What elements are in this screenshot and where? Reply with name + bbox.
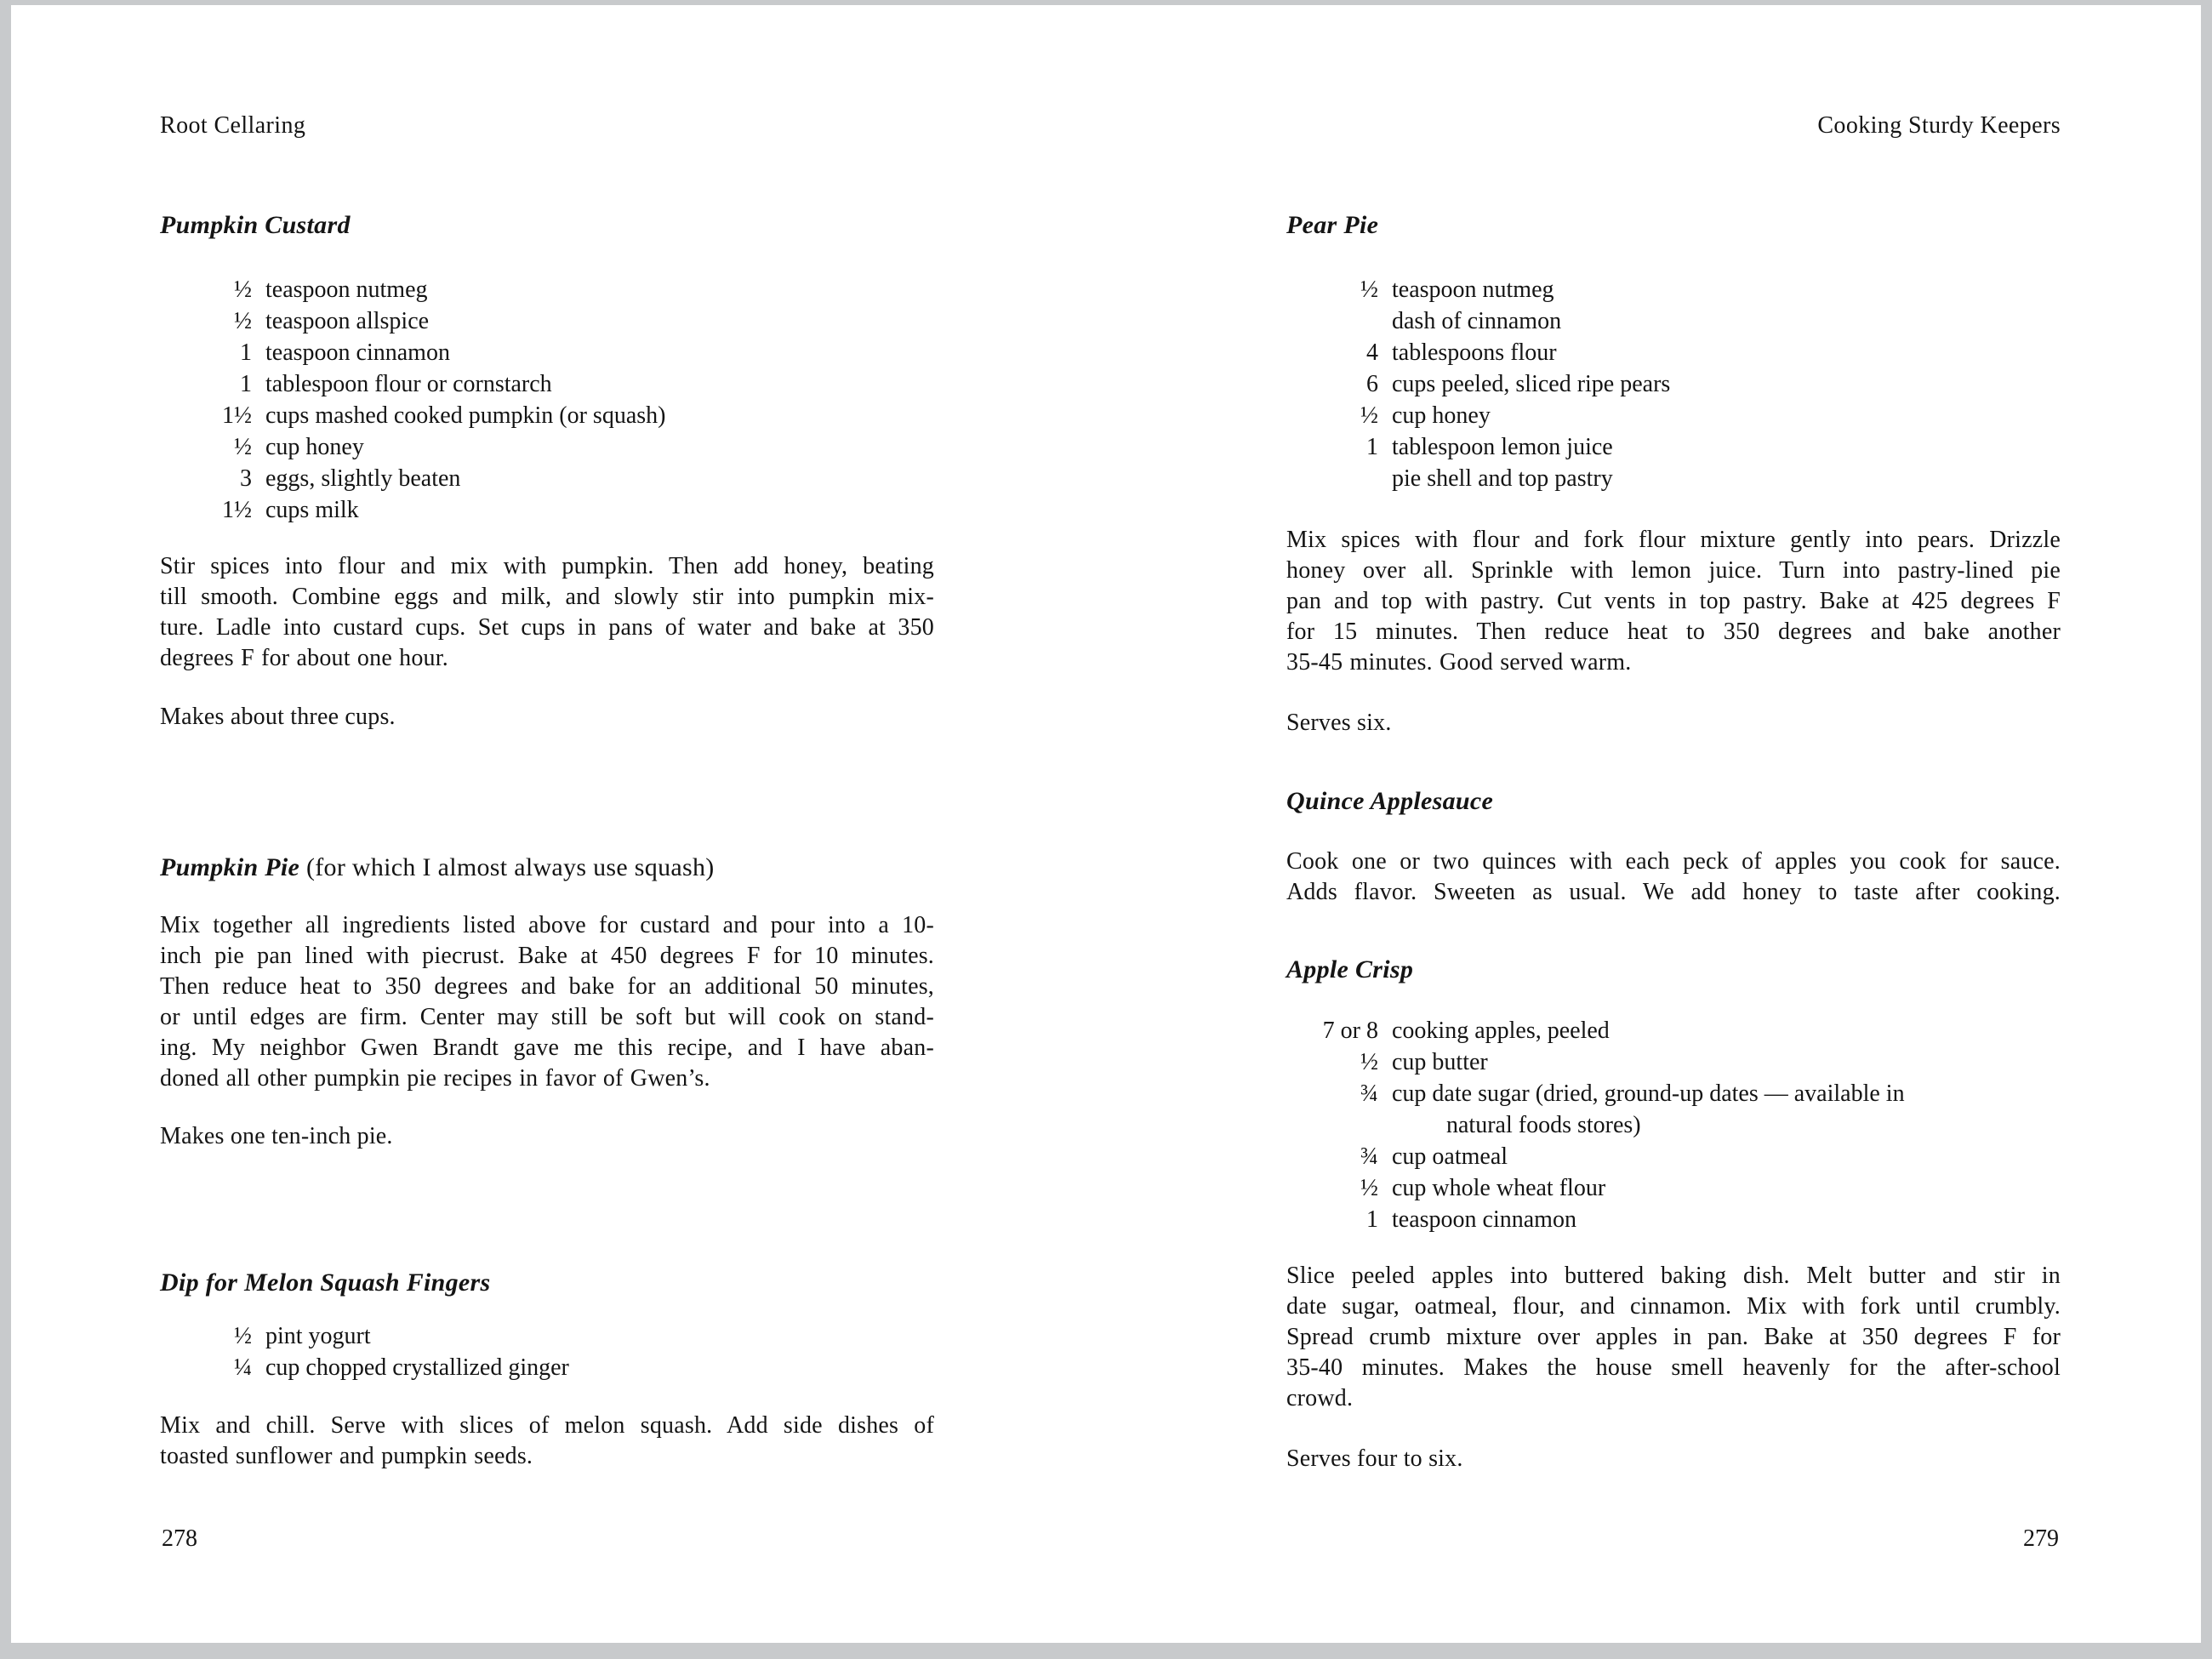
ingredient-quantity: 1 [240, 371, 252, 397]
ingredient-quantity: ½ [234, 1323, 252, 1349]
recipe-title-pear-pie: Pear Pie [1286, 211, 1379, 239]
text-line: doned all other pumpkin pie recipes in favor of Gwen’s. [160, 1065, 710, 1092]
ingredient-row [160, 337, 934, 368]
ingredient-text: tablespoons flour [1392, 339, 1557, 366]
ingredient-text-continued: natural foods stores) [1446, 1112, 1641, 1138]
ingredient-row [160, 368, 934, 400]
ingredient-text: dash of cinnamon [1392, 308, 1562, 334]
ingredient-row [1286, 463, 2061, 494]
ingredient-row [1286, 368, 2061, 400]
ingredient-list-dip [160, 1320, 934, 1383]
text-line: degrees F for about one hour. [160, 645, 448, 671]
ingredient-quantity: ½ [1360, 1175, 1378, 1201]
recipe-title-quince-applesauce: Quince Applesauce [1286, 787, 1494, 815]
ingredient-quantity: 1 [1366, 1206, 1378, 1233]
method-pumpkin-custard [160, 551, 934, 674]
ingredient-text: cup honey [265, 434, 364, 460]
text-line: 35-45 minutes. Good served warm. [1286, 649, 1632, 676]
ingredient-quantity: 1½ [222, 497, 252, 523]
ingredient-row [160, 1320, 934, 1352]
ingredient-text: teaspoon nutmeg [1392, 276, 1554, 303]
ingredient-text: tablespoon flour or cornstarch [265, 371, 552, 397]
ingredient-quantity: ¾ [1360, 1080, 1378, 1107]
ingredient-row [1286, 274, 2061, 305]
method-pear-pie [1286, 525, 2061, 678]
text-line: for 15 minutes. Then reduce heat to 350 degrees and bake another [1286, 619, 2061, 645]
text-line: Slice peeled apples into buttered baking dish. Melt butter and stir in [1286, 1263, 2061, 1289]
ingredient-row [1286, 400, 2061, 431]
text-line: Spread crumb mixture over apples in pan. Bake at 350 degrees F for [1286, 1324, 2061, 1350]
ingredient-quantity: ½ [1360, 276, 1378, 303]
ingredient-text: pint yogurt [265, 1323, 371, 1349]
ingredient-quantity: 1 [240, 339, 252, 366]
text-line: Stir spices into flour and mix with pumpkin. Then add honey, beating [160, 553, 934, 579]
ingredient-text: cup chopped crystallized ginger [265, 1354, 569, 1381]
ingredient-quantity: ½ [234, 308, 252, 334]
ingredient-row [160, 1352, 934, 1383]
text-line: 35-40 minutes. Makes the house smell heavenly for the after-school [1286, 1354, 2061, 1381]
ingredient-quantity: ½ [1360, 402, 1378, 429]
recipe-title-pumpkin-custard: Pumpkin Custard [160, 211, 351, 239]
ingredient-quantity: ¼ [234, 1354, 252, 1381]
ingredient-quantity: 1½ [222, 402, 252, 429]
text-line: Adds flavor. Sweeten as usual. We add honey to taste after cooking. [1286, 879, 2061, 905]
recipe-title-apple-crisp: Apple Crisp [1286, 955, 1414, 983]
recipe-title-note: (for which I almost always use squash) [299, 853, 715, 881]
text-line: honey over all. Sprinkle with lemon juice. Turn into pastry-lined pie [1286, 557, 2061, 584]
ingredient-quantity [1286, 305, 1378, 337]
ingredient-row [1286, 305, 2061, 337]
ingredient-row [1286, 1046, 2061, 1078]
text-line: pan and top with pastry. Cut vents in top pastry. Bake at 425 degrees F [1286, 588, 2061, 614]
ingredient-row [1286, 1141, 2061, 1172]
ingredient-quantity: ¾ [1360, 1143, 1378, 1170]
ingredient-text: teaspoon cinnamon [265, 339, 450, 366]
ingredient-text: cups peeled, sliced ripe pears [1392, 371, 1671, 397]
text-line: Then reduce heat to 350 degrees and bake for an additional 50 minutes, [160, 973, 934, 1000]
ingredient-row [160, 494, 934, 526]
ingredient-text: cooking apples, peeled [1392, 1018, 1610, 1044]
ingredient-text: cups mashed cooked pumpkin (or squash) [265, 402, 666, 429]
text-line: till smooth. Combine eggs and milk, and slowly stir into pumpkin mix- [160, 584, 934, 610]
ingredient-text: cup oatmeal [1392, 1143, 1508, 1170]
text-line: Mix and chill. Serve with slices of melon squash. Add side dishes of [160, 1412, 934, 1439]
ingredient-row [1286, 1172, 2061, 1204]
ingredient-text: cup honey [1392, 402, 1491, 429]
ingredient-text: cup whole wheat flour [1392, 1175, 1606, 1201]
running-head-right: Cooking Sturdy Keepers [1817, 112, 2061, 139]
text-line: crowd. [1286, 1385, 1354, 1411]
text-line: Cook one or two quinces with each peck of apples you cook for sauce. [1286, 848, 2061, 875]
text-line: or until edges are firm. Center may still be soft but will cook on stand- [160, 1004, 934, 1030]
ingredient-text: teaspoon allspice [265, 308, 430, 334]
text-line: toasted sunflower and pumpkin seeds. [160, 1443, 533, 1469]
ingredient-text: teaspoon cinnamon [1392, 1206, 1576, 1233]
ingredient-row [160, 463, 934, 494]
ingredient-row [160, 274, 934, 305]
ingredient-quantity: 1 [1366, 434, 1378, 460]
text-line: inch pie pan lined with piecrust. Bake at 450 degrees F for 10 minutes. [160, 943, 934, 969]
recipe-title-dip-for-melon-squash-fingers: Dip for Melon Squash Fingers [160, 1268, 491, 1297]
page-number-right: 279 [2023, 1525, 2059, 1552]
yield-pear-pie: Serves six. [1286, 710, 1392, 736]
yield-pumpkin-custard: Makes about three cups. [160, 704, 396, 730]
left-page-column [160, 111, 934, 1472]
text-line: date sugar, oatmeal, flour, and cinnamon. Mix with fork until crumbly. [1286, 1293, 2061, 1320]
ingredient-list-pumpkin-custard [160, 274, 934, 526]
ingredient-text: eggs, slightly beaten [265, 465, 461, 492]
ingredient-text: teaspoon nutmeg [265, 276, 428, 303]
ingredient-list-apple-crisp [1286, 1015, 2061, 1235]
ingredient-quantity: 7 or 8 [1322, 1018, 1378, 1044]
ingredient-text: cup date sugar (dried, ground-up dates — available in natural foods stores) [1378, 1078, 1905, 1141]
ingredient-row [160, 400, 934, 431]
text-line: ture. Ladle into custard cups. Set cups in pans of water and bake at 350 [160, 614, 934, 641]
ingredient-text: tablespoon lemon juice [1392, 434, 1613, 460]
ingredient-row [1286, 1204, 2061, 1235]
text-line: Mix spices with flour and fork flour mixture gently into pears. Drizzle [1286, 527, 2061, 553]
ingredient-quantity: 4 [1366, 339, 1378, 366]
ingredient-text: cup butter [1392, 1049, 1488, 1075]
yield-apple-crisp: Serves four to six. [1286, 1445, 1463, 1472]
ingredient-text: cups milk [265, 497, 359, 523]
ingredient-row [160, 431, 934, 463]
ingredient-quantity: 3 [240, 465, 252, 492]
ingredient-row [1286, 1078, 2061, 1141]
ingredient-text: pie shell and top pastry [1392, 465, 1613, 492]
ingredient-row [1286, 1015, 2061, 1046]
method-quince-applesauce [1286, 847, 2061, 908]
ingredient-row [1286, 431, 2061, 463]
yield-pumpkin-pie: Makes one ten-inch pie. [160, 1123, 393, 1149]
right-page-column [1286, 111, 2061, 1474]
ingredient-quantity [1286, 463, 1378, 494]
ingredient-quantity: ½ [234, 276, 252, 303]
running-head-left: Root Cellaring [160, 112, 306, 139]
text-line: Mix together all ingredients listed above for custard and pour into a 10- [160, 912, 934, 938]
method-pumpkin-pie [160, 910, 934, 1094]
recipe-title-pumpkin-pie [160, 851, 934, 885]
ingredient-quantity: 6 [1366, 371, 1378, 397]
ingredient-row [160, 305, 934, 337]
method-dip [160, 1411, 934, 1472]
page-number-left: 278 [162, 1525, 197, 1552]
ingredient-quantity: ½ [234, 434, 252, 460]
method-apple-crisp [1286, 1261, 2061, 1414]
recipe-title-text: Pumpkin Pie [160, 853, 300, 881]
text-line: ing. My neighbor Gwen Brandt gave me this recipe, and I have aban- [160, 1035, 934, 1061]
ingredient-row [1286, 337, 2061, 368]
ingredient-quantity: ½ [1360, 1049, 1378, 1075]
ingredient-list-pear-pie [1286, 274, 2061, 494]
